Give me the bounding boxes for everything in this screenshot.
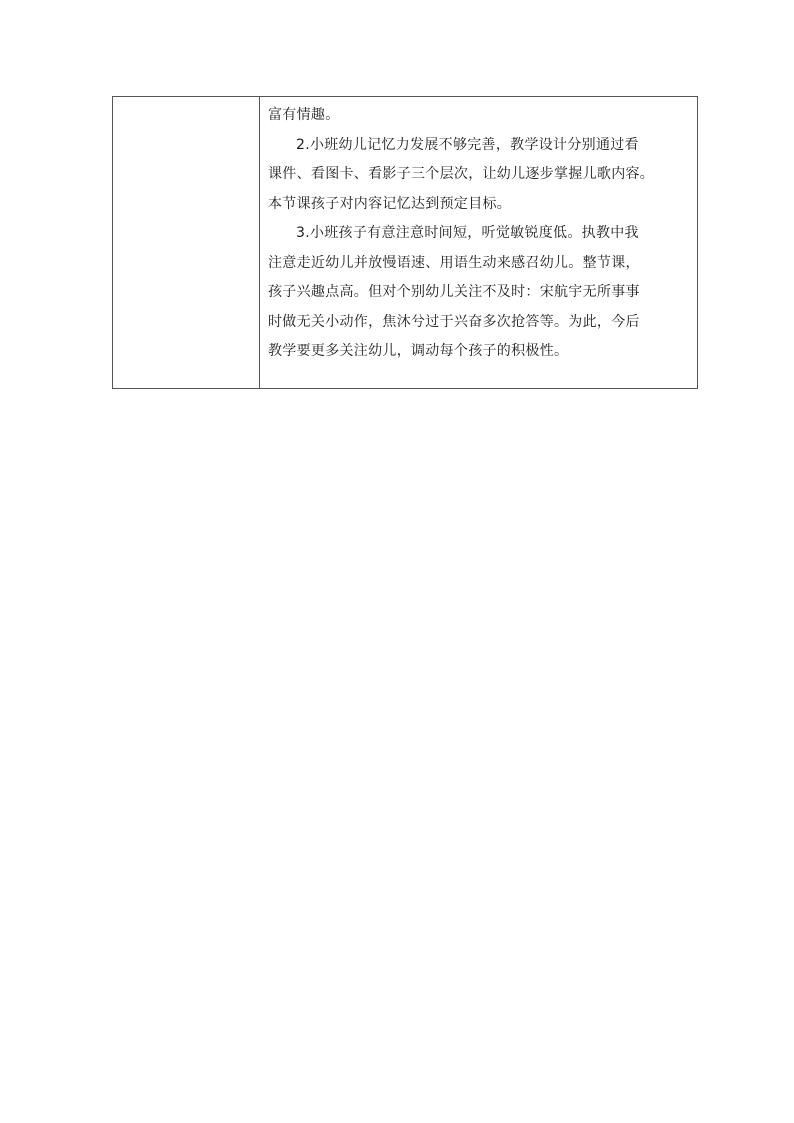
label-cell-text (113, 97, 259, 101)
paragraph-point-3: 3.小班孩子有意注意时间短，听觉敏锐度低。执教中我 注意走近幼儿并放慢语速、用语生动来感召幼儿。整节课， 孩子兴趣点高。但对个别幼儿关注不及时：宋航宇无所事事 时做无关小动作，焦沐兮过于兴奋多次抢答等。为此，今后 教学要更多关注幼儿，调动每个孩子的积极性。 (268, 225, 640, 359)
content-cell (260, 97, 698, 389)
label-cell (113, 97, 260, 389)
content-text (260, 97, 697, 367)
paragraph-intro: 富有情趣。 (268, 107, 340, 123)
paragraph-point-2: 2.小班幼儿记忆力发展不够完善，教学设计分别通过看 课件、看图卡、看影子三个层次，让幼儿逐步掌握儿歌内容。 本节课孩子对内容记忆达到预定目标。 (268, 136, 655, 212)
table-row (113, 97, 698, 389)
reflection-table (112, 96, 698, 389)
